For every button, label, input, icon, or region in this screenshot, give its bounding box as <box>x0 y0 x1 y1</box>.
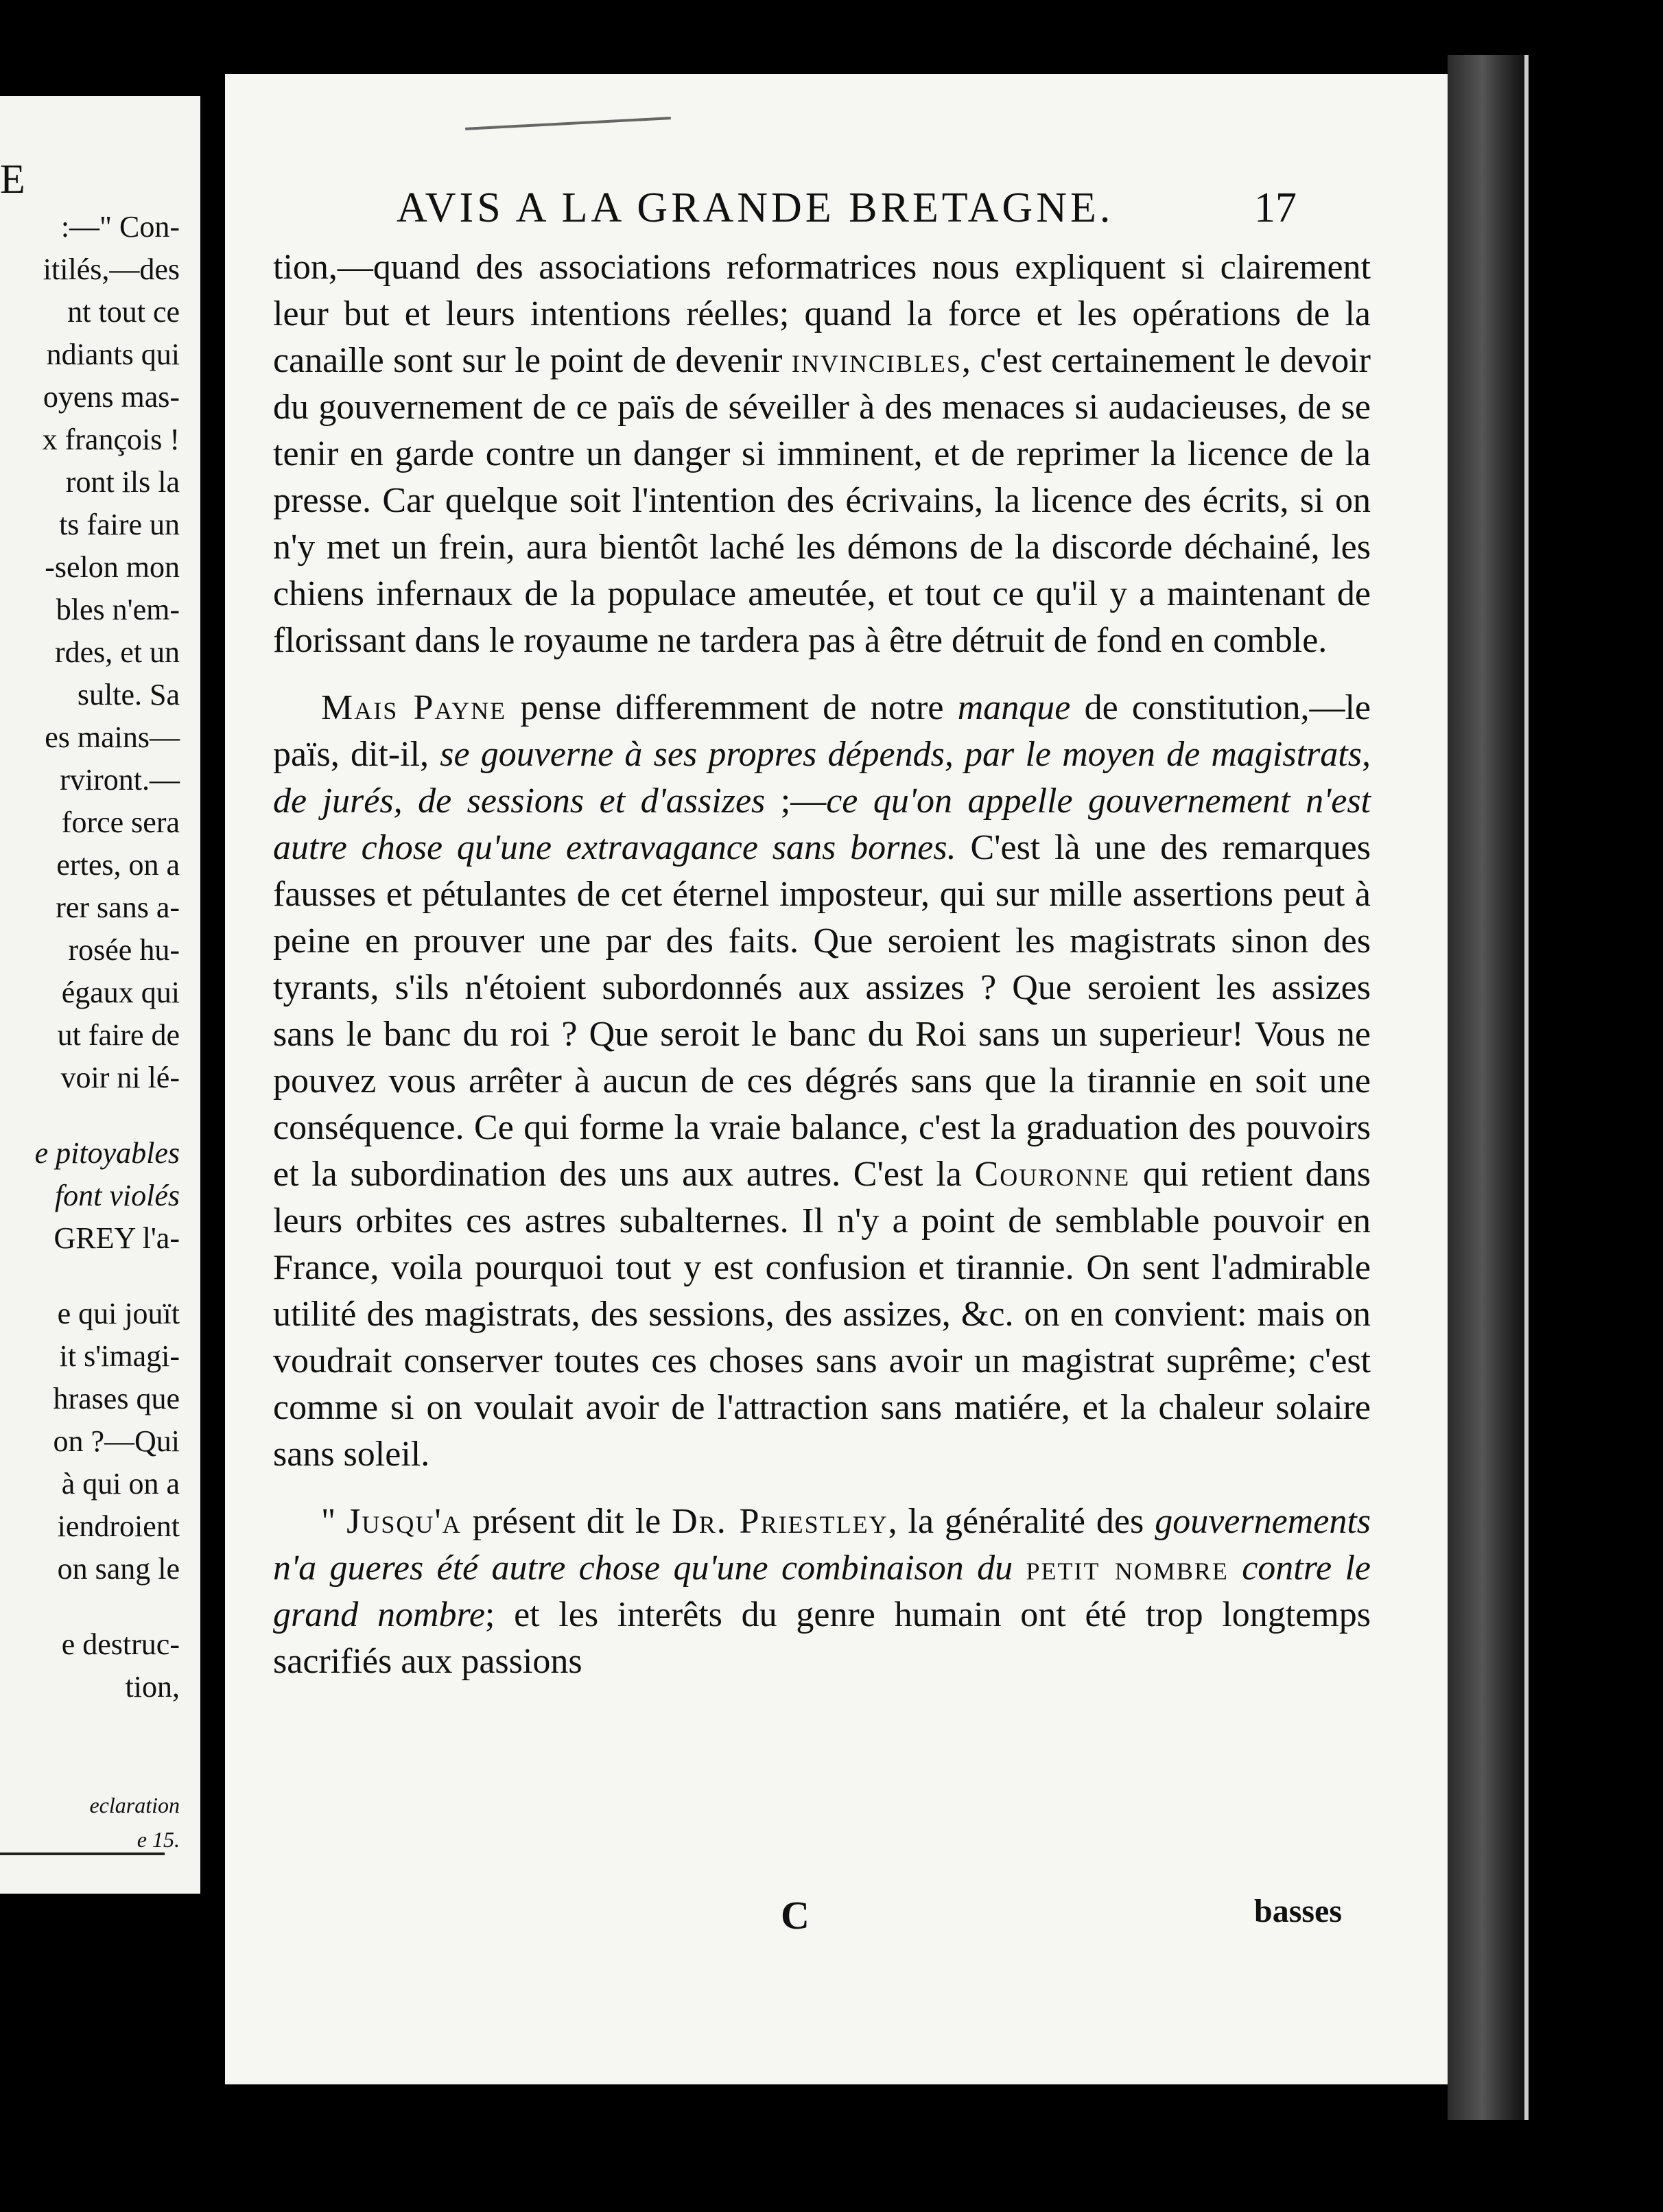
small-caps-run: invincibles <box>791 341 962 380</box>
small-caps-run: petit nombre <box>1026 1549 1229 1588</box>
italic-run: contre le grand nombre <box>273 1549 1371 1634</box>
left-page-line: rviront.— <box>60 763 180 797</box>
left-page-line: eclaration <box>89 1793 180 1817</box>
left-page-line: ut faire de <box>57 1018 180 1052</box>
left-page-line: ront ils la <box>65 465 180 499</box>
left-page-line: it s'imagi- <box>59 1339 180 1373</box>
left-page-line: ndiants qui <box>46 338 180 371</box>
left-page-line: nt tout ce <box>67 295 180 329</box>
left-page-line: e 15. <box>137 1827 180 1852</box>
text-run: pense differemment de notre <box>506 688 958 727</box>
text-run: , la généralité des <box>888 1502 1155 1541</box>
left-page-line: bles n'em- <box>56 593 180 626</box>
left-page-line: E <box>0 156 25 202</box>
left-page-line: -selon mon <box>45 550 180 584</box>
book-gutter <box>200 0 225 2212</box>
left-page-line: rosée hu- <box>68 933 180 967</box>
text-run: qui retient dans leurs orbites ces astres subalternes. Il n'y a point de semblable pouvoir en France, voila pourquoi tout y est confusion et tirannie. On sent l'admirable utilité des magistrats, des sessions, des assizes, &c. on en convient: mais on voudrait conserver toutes ces choses sans avoir un magistrat suprême; c'est comme si on voulait avoir de l'attraction sans matiére, et la chaleur solaire sans soleil. <box>273 1155 1371 1474</box>
left-page-line: es mains— <box>45 720 180 754</box>
small-caps-run: Mais Payne <box>321 688 507 727</box>
italic-run: manque <box>957 688 1071 727</box>
left-page-line: voir ni lé- <box>60 1061 180 1094</box>
italic-run: se gouverne à ses propres dépends, par le moyen de magistrats, de jurés, de sessions et d'assizes <box>273 735 1371 821</box>
text-run: " <box>321 1502 347 1541</box>
text-run: de constitution,—le païs, dit-il, <box>273 688 1371 774</box>
left-page-line: ertes, on a <box>56 848 180 882</box>
page-edge-shadow <box>1448 55 1524 2120</box>
small-caps-run: Jusqu'a <box>346 1502 462 1541</box>
left-page-line: tion, <box>125 1670 180 1704</box>
left-page-line: iendroient <box>57 1509 180 1543</box>
left-page-line: sulte. Sa <box>77 678 180 711</box>
left-page-line: itilés,—des <box>43 252 180 286</box>
left-page-line: force sera <box>61 805 180 839</box>
italic-run: ce qu'on appelle gouvernement n'est autre chose qu'une extravagance sans bornes. <box>273 781 1371 867</box>
left-page-line: on sang le <box>57 1552 180 1586</box>
left-page-line: :—" Con- <box>60 210 180 244</box>
italic-run: gouvernements n'a gueres été autre chose qu'une combinaison du <box>273 1502 1371 1588</box>
text-run: présent dit le <box>461 1502 672 1541</box>
text-run: tion,—quand des associations reformatrices nous expliquent si clairement leur but et leurs intentions réelles; quand la force et les opérations de la canaille sont sur le point de devenir <box>273 248 1371 380</box>
left-page-line: GREY l'a- <box>54 1221 180 1255</box>
signature-mark: C <box>781 1893 810 1938</box>
left-page-line: e pitoyables <box>34 1136 180 1170</box>
text-run: ;— <box>765 781 827 821</box>
left-page-line: on ?—Qui <box>53 1424 180 1458</box>
left-page-line: font violés <box>54 1179 180 1212</box>
left-page-line: ts faire un <box>59 508 180 541</box>
left-page-line: e qui jouït <box>57 1297 180 1330</box>
paragraph <box>273 1498 1371 1685</box>
scan-mark <box>465 117 671 130</box>
right-page <box>225 74 1464 2084</box>
left-page-line: hrases que <box>53 1382 180 1415</box>
text-run: , c'est certainement le devoir du gouvernement de ce païs de séveiller à des menaces si audacieuses, de se tenir en garde contre un danger si imminent, et de reprimer la licence de la presse. Car quelque soit l'intention des écrivains, la licence des écrits, si on n'y met un frein, aura bientôt laché les démons de la discorde déchainé, les chiens infernaux de la populace ameutée, et tout ce qu'il y a maintenant de florissant dans le royaume ne tardera pas à être détruit de fond en comble. <box>273 341 1371 660</box>
small-caps-run: Couronne <box>974 1155 1131 1194</box>
text-run: ; et les interêts du genre humain ont été trop longtemps sacrifiés aux passions <box>273 1595 1371 1681</box>
text-run: C'est là une des remarques fausses et pétulantes de cet éternel imposteur, qui sur mille assertions peut à peine en prouver une par des faits. Que seroient les magistrats sinon des tyrants, s'ils n'étoient subordonnés aux assizes ? Que seroient les assizes sans le banc du roi ? Que seroit le banc du Roi sans un superieur! Vous ne pouvez vous arrêter à aucun de ces dégrés sans que la tirannie en soit une conséquence. Ce qui forme la vraie balance, c'est la graduation des pouvoirs et la subordination des uns aux autres. C'est la <box>273 828 1371 1194</box>
text-run <box>1013 1549 1026 1588</box>
left-page-line: oyens mas- <box>43 380 180 414</box>
running-head: AVIS A LA GRANDE BRETAGNE. <box>397 185 1114 231</box>
left-page-line: x françois ! <box>42 423 180 456</box>
scan-frame <box>1524 55 1577 2120</box>
text-run <box>1229 1549 1242 1588</box>
left-page-fragment <box>0 96 200 1894</box>
left-page-line: égaux qui <box>61 976 180 1009</box>
left-page-line: à qui on a <box>61 1467 180 1501</box>
left-page-line: rer sans a- <box>56 891 180 924</box>
paragraph <box>273 685 1371 1478</box>
paragraph <box>273 244 1371 664</box>
body-text <box>273 244 1371 1706</box>
left-page-line: e destruc- <box>61 1627 180 1661</box>
small-caps-run: Dr. Priestley <box>672 1502 888 1541</box>
catchword: basses <box>1254 1893 1343 1929</box>
left-page-line: rdes, et un <box>54 635 180 669</box>
page-number: 17 <box>1254 185 1297 231</box>
footnote-rule <box>0 1852 165 1855</box>
